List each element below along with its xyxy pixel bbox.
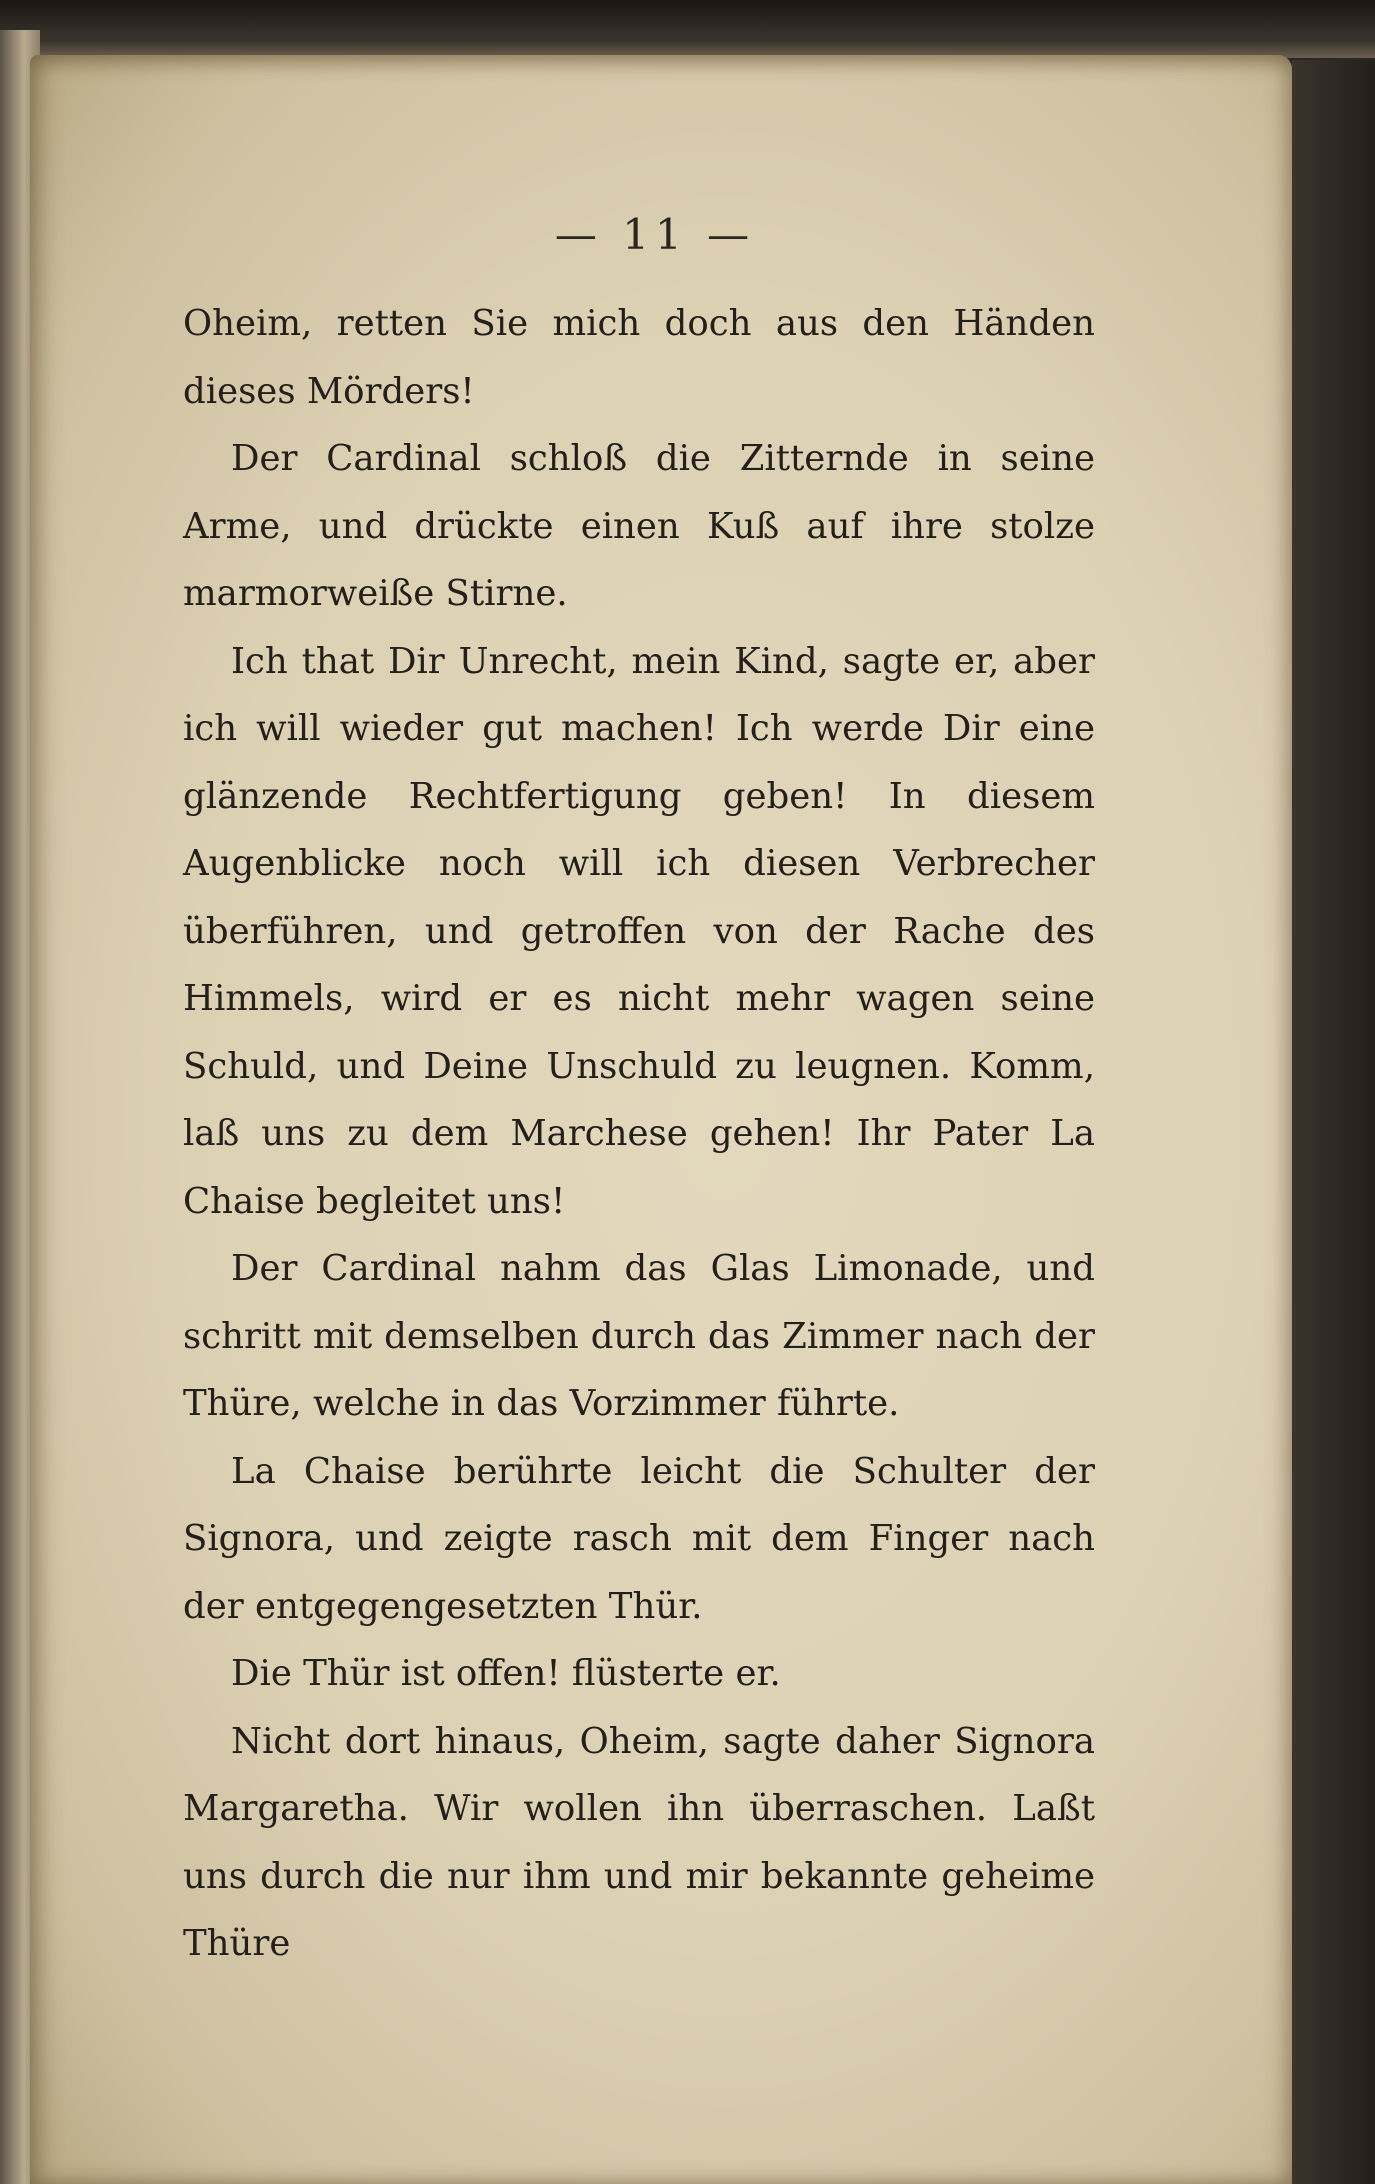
- book-cover-edge: [1292, 60, 1375, 2184]
- paragraph: Der Cardinal schloß die Zitternde in seine Arme, und drückte einen Kuß auf ihre stolze marmorweiße Stirne.: [183, 438, 1095, 614]
- paragraph: Ich that Dir Unrecht, mein Kind, sagte er, aber ich will wieder gut machen! Ich werde Dir eine glänzende Rechtfertigung geben! In diesem Augenblicke noch will ich diesen Verbrecher überführen, und getroffen von der Rache des Himmels, wird er es nicht mehr wagen seine Schuld, und Deine Unschuld zu leugnen. Komm, laß uns zu dem Marchese gehen! Ihr Pater La Chaise begleitet uns!: [183, 640, 1095, 1222]
- book-top-edge: [0, 0, 1375, 58]
- paragraph: Die Thür ist offen! flüsterte er.: [231, 1653, 781, 1694]
- paragraph: Nicht dort hinaus, Oheim, sagte daher Signora Margaretha. Wir wollen ihn überraschen. Laßt uns durch die nur ihm und mir bekannte geheime Thüre: [183, 1720, 1095, 1964]
- paragraph: La Chaise berührte leicht die Schulter der Signora, und zeigte rasch mit dem Finger nach der entgegengesetzten Thür.: [183, 1450, 1095, 1627]
- page-body: [183, 290, 1095, 1978]
- paragraph: Oheim, retten Sie mich doch aus den Händen dieses Mörders!: [183, 303, 1095, 412]
- paragraph: Der Cardinal nahm das Glas Limonade, und schritt mit demselben durch das Zimmer nach der Thüre, welche in das Vorzimmer führte.: [183, 1248, 1095, 1424]
- page-number: — 11 —: [554, 210, 756, 259]
